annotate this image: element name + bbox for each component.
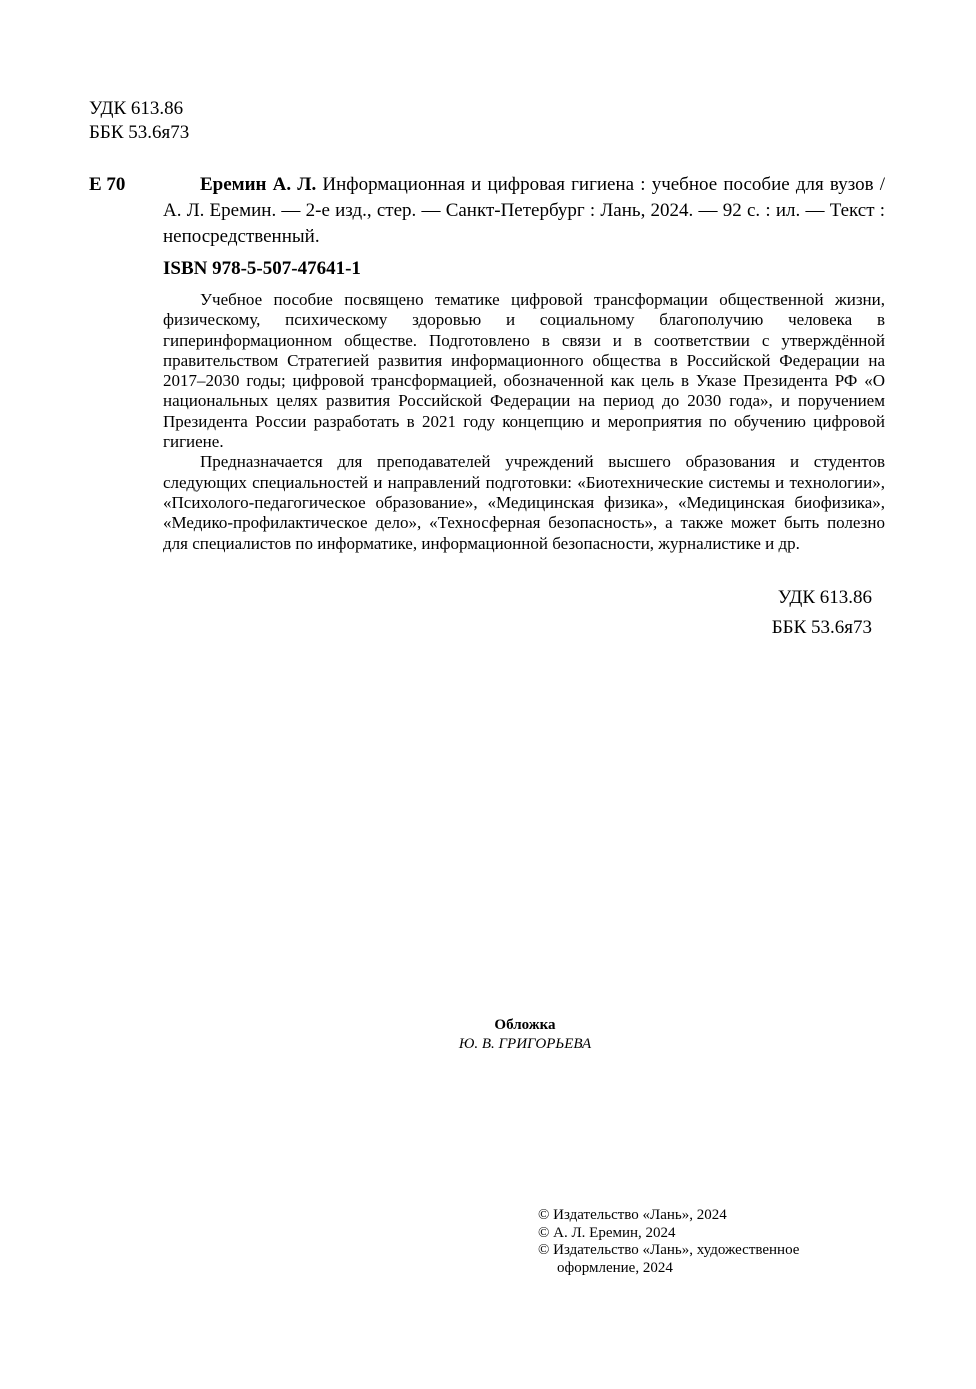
author-name: Еремин А. Л. xyxy=(200,174,317,195)
isbn: ISBN 978-5-507-47641-1 xyxy=(163,258,361,279)
udk-code: УДК 613.86 xyxy=(89,98,184,119)
abstract-paragraph: Предназначается для преподавателей учреждений высшего образования и студентов следующих специальностей и направлений подготовки: «Биотехнические системы и технологии», «Психолого-педагогическое образование», «Медицинская физика», «Медицинская биофизика», «Медико-профилактическое дело», «Техносферная безопасность», а также может быть полезно для специалистов по информатике, информационной безопасности, журналистике и др. xyxy=(163,452,885,553)
copyright-block xyxy=(538,1207,799,1277)
copyright-line: © А. Л. Еремин, 2024 xyxy=(538,1224,676,1241)
bibliographic-description: Информационная и цифровая гигиена : учебное пособие для вузов / А. Л. Еремин. — 2-е изд., стер. — Санкт-Петербург : Лань, 2024. — 92 с. : ил. — Текст : непосредственный. xyxy=(163,174,886,247)
bbk-code: ББК 53.6я73 xyxy=(771,617,872,638)
cover-designer-name: Ю. В. ГРИГОРЬЕВА xyxy=(458,1036,592,1052)
bibliographic-record xyxy=(163,172,885,250)
classification-header xyxy=(89,97,189,145)
copyright-line-continuation: оформление, 2024 xyxy=(557,1259,673,1276)
abstract-paragraph: Учебное пособие посвящено тематике цифровой трансформации общественной жизни, физическому, психическому здоровью и социальному благополучию человека в гиперинформационном обществе. Подготовлено в связи и в соответствии с утверждённой правительством Стратегией развития информационного общества в Российской Федерации на 2017–2030 годы; цифровой трансформацией, обозначенной как цель в Указе Президента РФ «О национальных целях развития Российской Федерации на период до 2030 года», и поручением Президента России разработать в 2021 году концепцию и мероприятия по обучению цифровой гигиене. xyxy=(163,290,885,452)
abstract xyxy=(163,290,885,554)
cover-label: Обложка xyxy=(494,1017,556,1033)
udk-code: УДК 613.86 xyxy=(777,587,872,608)
copyright-line: © Издательство «Лань», 2024 xyxy=(538,1207,727,1223)
bbk-code: ББК 53.6я73 xyxy=(89,122,190,143)
author-code: Е 70 xyxy=(89,174,126,195)
copyright-line: © Издательство «Лань», художественное xyxy=(538,1242,800,1258)
classification-footer xyxy=(772,583,872,643)
cover-credit xyxy=(0,1016,976,1054)
